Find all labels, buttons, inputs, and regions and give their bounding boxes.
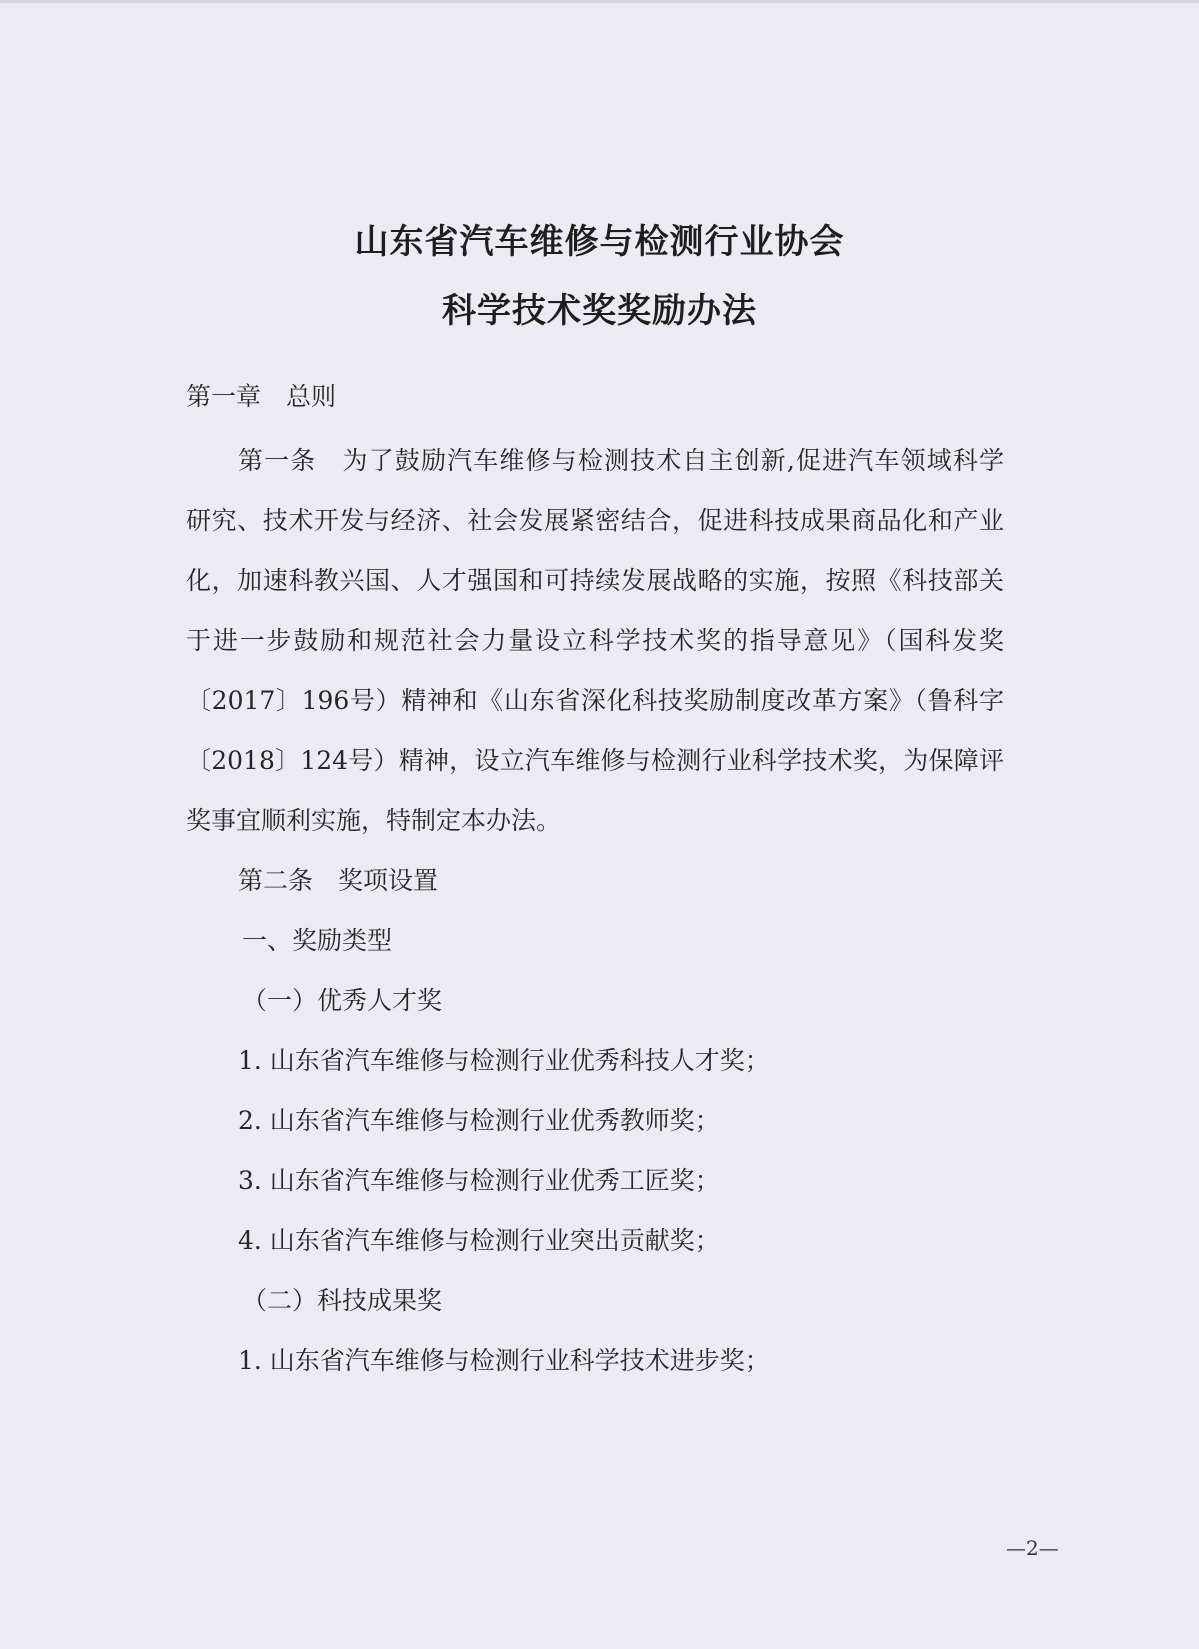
article1-line-7: 奖事宜顺利实施，特制定本办法。: [186, 806, 562, 835]
article1-line-1: 第一条 为了鼓励汽车维修与检测技术自主创新,促进汽车领域科学: [238, 446, 1004, 475]
article1-line-4: 于进一步鼓励和规范社会力量设立科学技术奖的指导意见》（国科发奖: [186, 626, 1004, 655]
document-title-line-2: 科学技术奖奖励办法: [442, 291, 757, 331]
award-types-heading: 一、奖励类型: [242, 926, 393, 955]
achievement-award-item: 1. 山东省汽车维修与检测行业科学技术进步奖；: [238, 1346, 770, 1375]
talent-award-item: 1. 山东省汽车维修与检测行业优秀科技人才奖；: [238, 1046, 770, 1075]
talent-award-item: 4. 山东省汽车维修与检测行业突出贡献奖；: [238, 1226, 720, 1255]
article1-line-5: 〔2017〕196号）精神和《山东省深化科技奖励制度改革方案》（鲁科字: [186, 686, 1004, 715]
article1-line-2: 研究、技术开发与经济、社会发展紧密结合，促进科技成果商品化和产业: [186, 506, 1004, 535]
page-number: —2—: [1006, 1536, 1059, 1560]
talent-award-item: 2. 山东省汽车维修与检测行业优秀教师奖；: [238, 1106, 720, 1135]
scan-edge: [0, 0, 1199, 3]
article1-line-6: 〔2018〕124号）精神，设立汽车维修与检测行业科学技术奖，为保障评: [186, 746, 1004, 775]
talent-awards-heading: （一）优秀人才奖: [242, 986, 443, 1015]
article2-heading: 第二条 奖项设置: [238, 866, 439, 895]
talent-award-item: 3. 山东省汽车维修与检测行业优秀工匠奖；: [238, 1166, 720, 1195]
achievement-awards-heading: （二）科技成果奖: [242, 1286, 443, 1315]
document-title-line-1: 山东省汽车维修与检测行业协会: [354, 222, 845, 262]
chapter-heading: 第一章 总则: [186, 382, 337, 411]
article1-line-3: 化，加速科教兴国、人才强国和可持续发展战略的实施，按照《科技部关: [186, 566, 1004, 595]
